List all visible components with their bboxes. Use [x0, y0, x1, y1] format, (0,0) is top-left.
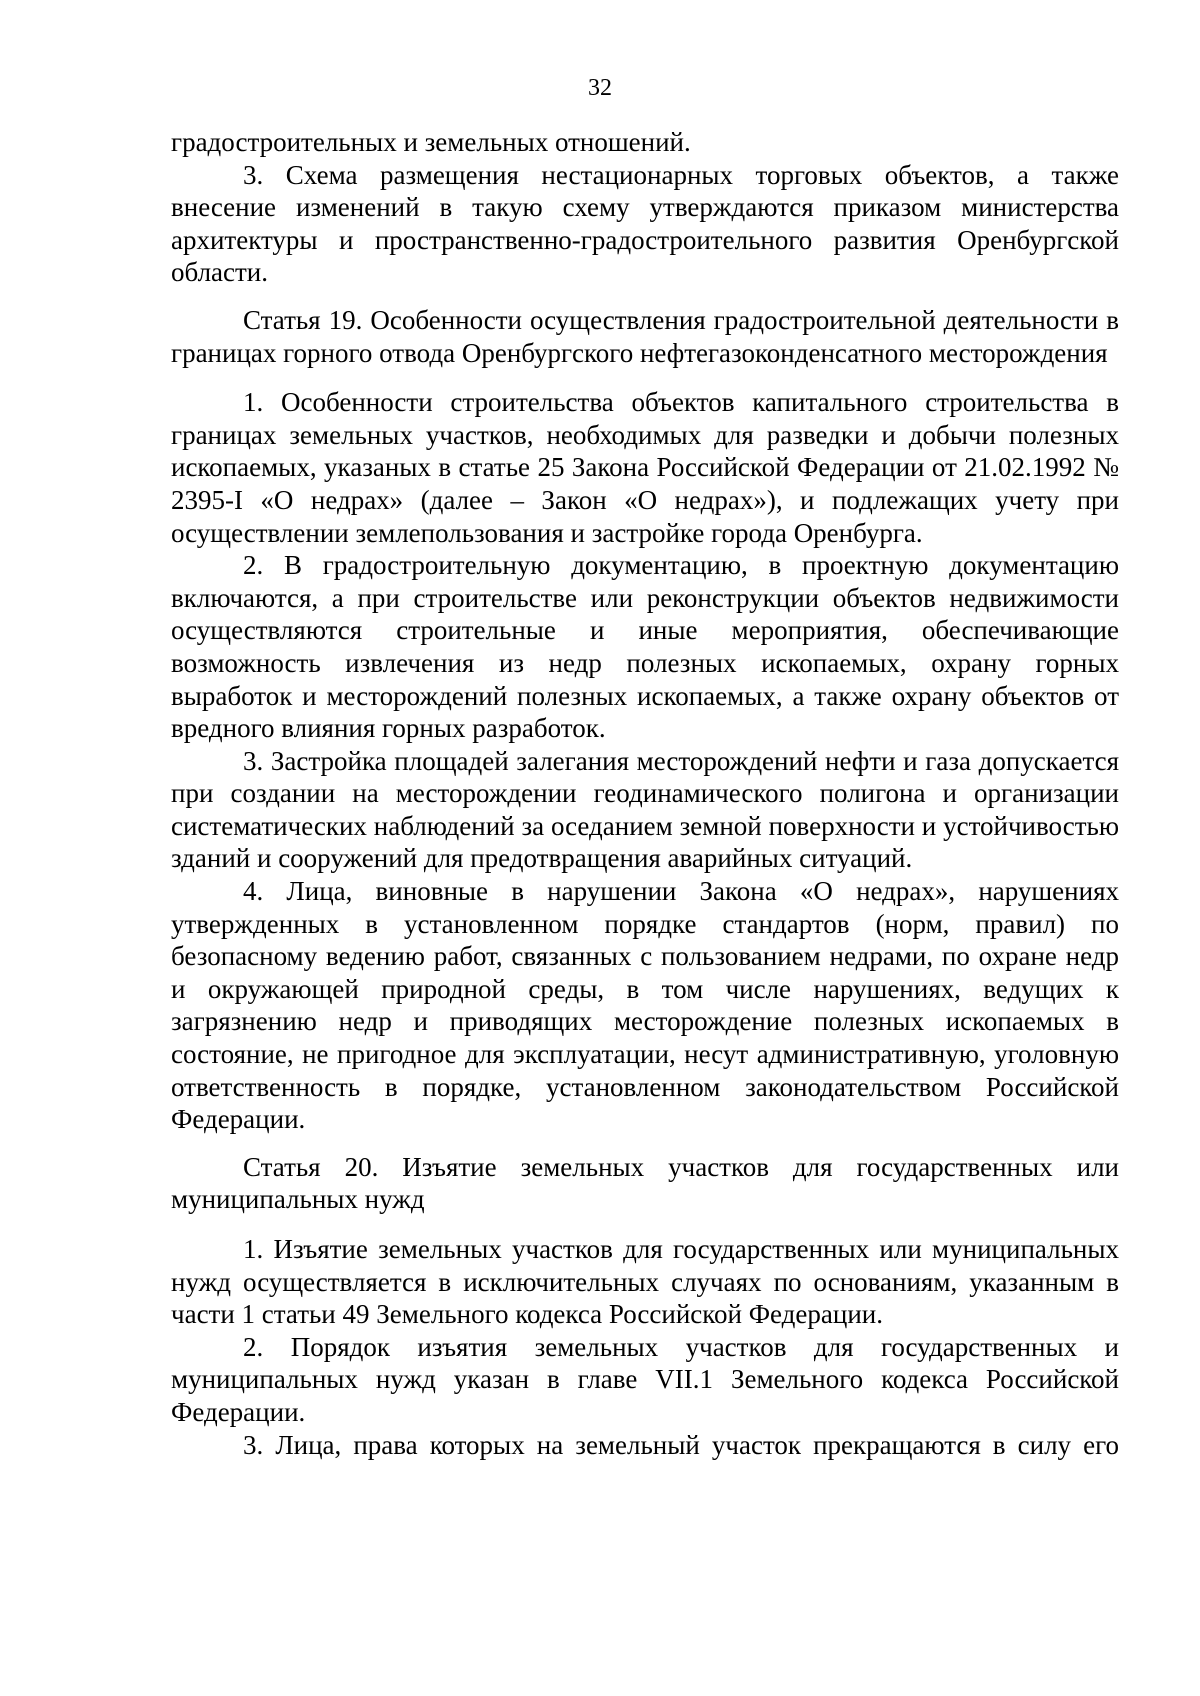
article-20-item-2: 2. Порядок изъятия земельных участков для государственных и муниципальных нужд указан в главе VII.1 Земельного кодекса Российской Федерации. — [171, 1331, 1119, 1427]
article-19-heading: Статья 19. Особенности осуществления градостроительной деятельности в границах горного отвода Оренбургского нефтегазоконденсатного месторождения — [171, 304, 1119, 368]
article-20-item-3: 3. Лица, права которых на земельный участок прекращаются в силу его — [243, 1429, 1119, 1460]
document-body — [171, 126, 1119, 1461]
article-19-item-3: 3. Застройка площадей залегания месторождений нефти и газа допускается при создании на месторождении геодинамического полигона и организации систематических наблюдений за оседанием земной поверхности и устойчивостью зданий и сооружений для предотвращения аварийных ситуаций. — [171, 745, 1119, 874]
page-number: 32 — [588, 75, 612, 101]
article-19-item-2: 2. В градостроительную документацию, в проектную документацию включаются, а при строительстве или реконструкции объектов недвижимости осуществляются строительные и иные мероприятия, обеспечивающие возможность извлечения из недр полезных ископаемых, охрану горных выработок и месторождений полезных ископаемых, а также охрану объектов от вредного влияния горных разработок. — [171, 550, 1119, 744]
paragraph-continuation: градостроительных и земельных отношений. — [171, 127, 691, 157]
article-20-item-1: 1. Изъятие земельных участков для государственных или муниципальных нужд осуществляется в исключительных случаях по основаниям, указанным в части 1 статьи 49 Земельного кодекса Российской Федерации. — [171, 1234, 1119, 1330]
paragraph-scheme-approval: 3. Схема размещения нестационарных торговых объектов, а также внесение изменений в такую схему утверждаются приказом министерства архитектуры и пространственно-градостроительного развития Оренбургской области. — [171, 159, 1119, 288]
article-20-heading: Статья 20. Изъятие земельных участков для государственных или муниципальных нужд — [171, 1151, 1119, 1215]
article-19-item-1: 1. Особенности строительства объектов капитального строительства в границах земельных участков, необходимых для разведки и добычи полезных ископаемых, указаных в статье 25 Закона Российской Федерации от 21.02.1992 № 2395-I «О недрах» (далее – Закон «О недрах»), и подлежащих учету при осуществлении землепользования и застройке города Оренбурга. — [171, 387, 1119, 548]
article-19-item-4: 4. Лица, виновные в нарушении Закона «О недрах», нарушениях утвержденных в установленном порядке стандартов (норм, правил) по безопасному ведению работ, связанных с пользованием недрами, по охране недр и окружающей природной среды, в том числе нарушениях, ведущих к загрязнению недр и приводящих месторождение полезных ископаемых в состояние, не пригодное для эксплуатации, несут административную, уголовную ответственность в порядке, установленном законодательством Российской Федерации. — [171, 876, 1119, 1135]
